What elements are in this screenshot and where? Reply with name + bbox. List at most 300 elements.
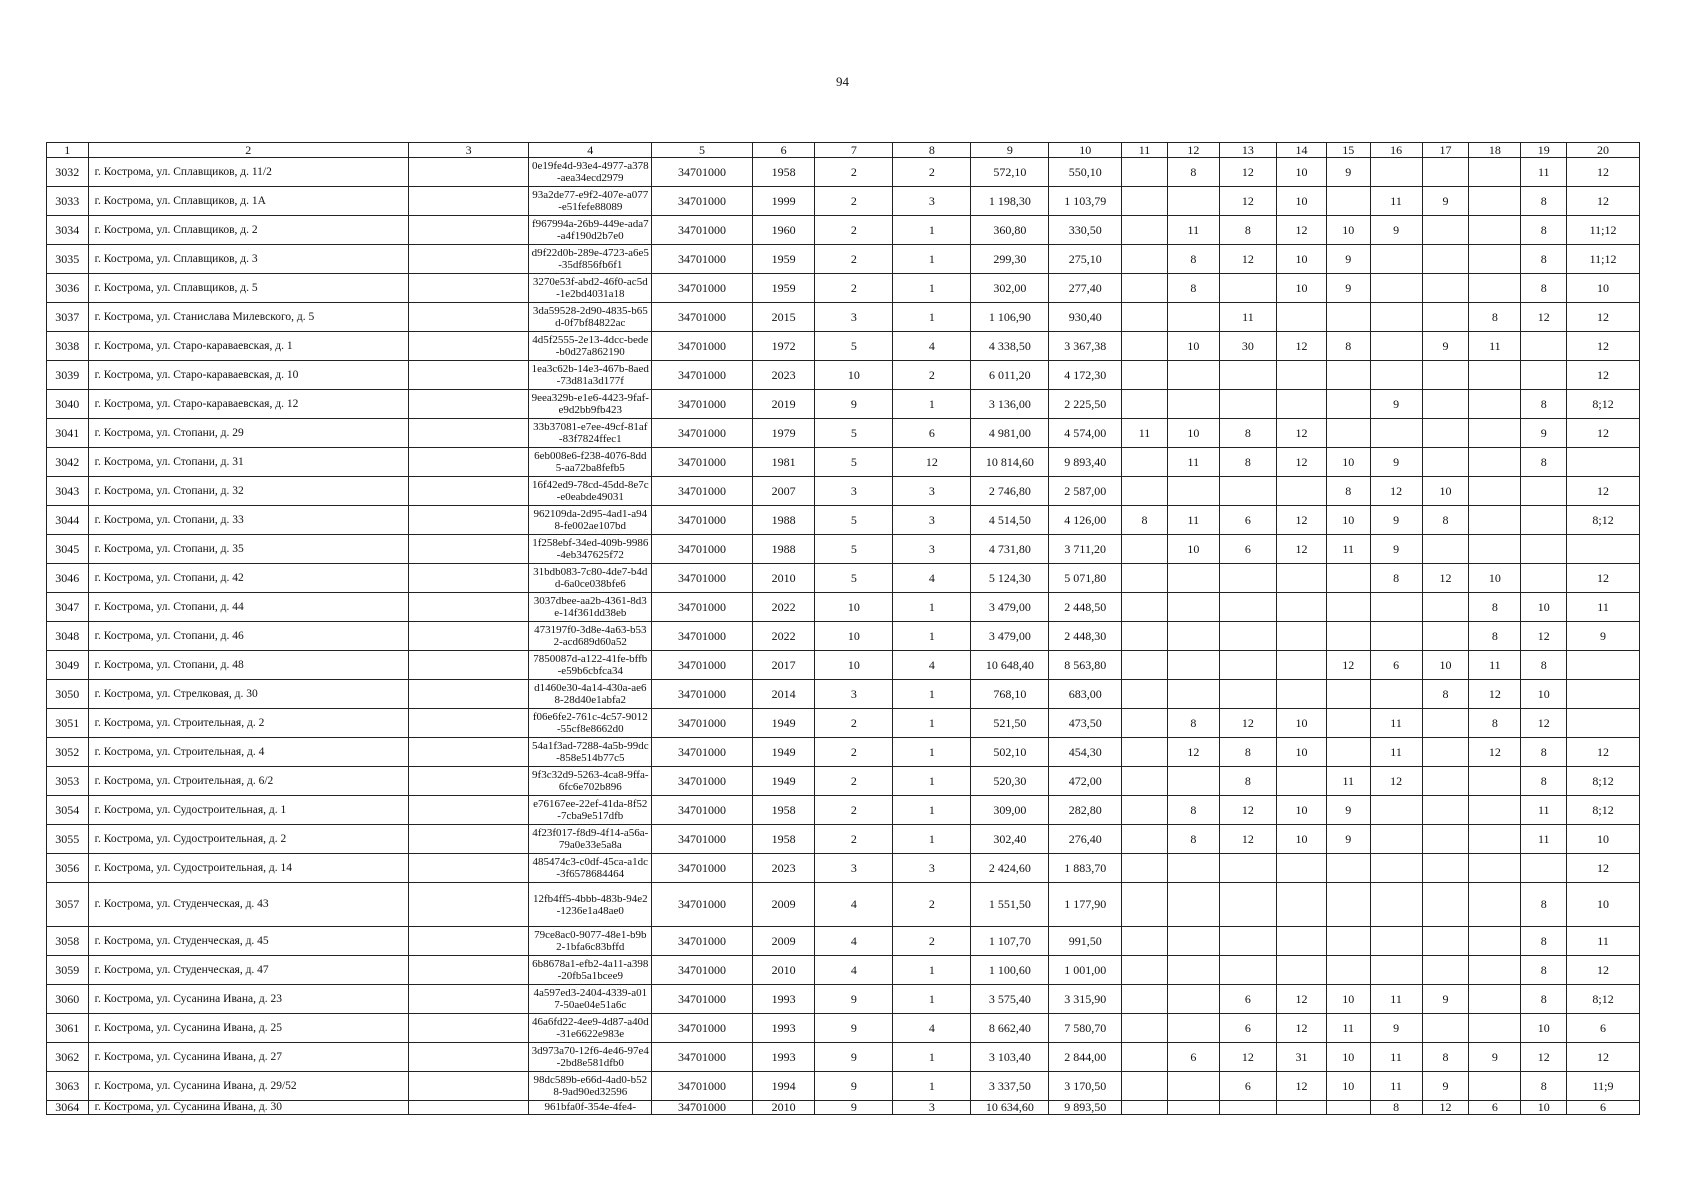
repair-year-col-17-cell bbox=[1422, 796, 1469, 825]
floors-cell: 10 bbox=[815, 361, 893, 390]
repair-year-col-11-cell bbox=[1122, 927, 1168, 956]
repair-year-col-15-cell: 8 bbox=[1326, 477, 1370, 506]
repair-year-col-13-cell: 12 bbox=[1219, 796, 1276, 825]
repair-year-col-18-cell bbox=[1469, 767, 1521, 796]
total-area-cell: 302,00 bbox=[971, 274, 1049, 303]
repair-year-col-11-cell: 11 bbox=[1122, 419, 1168, 448]
build-year-cell: 1988 bbox=[752, 535, 814, 564]
entrances-cell: 1 bbox=[893, 216, 971, 245]
entrances-cell: 1 bbox=[893, 796, 971, 825]
house-guid-cell: 6b8678a1-efb2-4a11-a398-20fb5a1bcee9 bbox=[529, 956, 652, 985]
repair-year-col-19-cell: 8 bbox=[1521, 651, 1567, 680]
table-row bbox=[47, 927, 1640, 956]
address-cell: г. Кострома, ул. Сусанина Ивана, д. 23 bbox=[88, 985, 408, 1014]
total-area-cell: 1 107,70 bbox=[971, 927, 1049, 956]
floors-cell: 2 bbox=[815, 216, 893, 245]
total-area-cell: 5 124,30 bbox=[971, 564, 1049, 593]
column-header-13: 13 bbox=[1219, 143, 1276, 158]
table-row bbox=[47, 593, 1640, 622]
repair-year-col-13-cell: 8 bbox=[1219, 448, 1276, 477]
register-sheet bbox=[46, 142, 1640, 1115]
repair-year-col-20-cell bbox=[1567, 680, 1640, 709]
repair-year-col-15-cell bbox=[1326, 709, 1370, 738]
address-cell: г. Кострома, ул. Сплавщиков, д. 5 bbox=[88, 274, 408, 303]
house-guid-cell: 962109da-2d95-4ad1-a948-fe002ae107bd bbox=[529, 506, 652, 535]
repair-year-col-15-cell: 11 bbox=[1326, 1014, 1370, 1043]
build-year-cell: 2023 bbox=[752, 361, 814, 390]
repair-year-col-14-cell: 12 bbox=[1277, 535, 1327, 564]
total-area-cell: 6 011,20 bbox=[971, 361, 1049, 390]
repair-year-col-12-cell bbox=[1167, 927, 1219, 956]
floors-cell: 2 bbox=[815, 158, 893, 187]
repair-year-col-12-cell bbox=[1167, 477, 1219, 506]
repair-year-col-20-cell: 8;12 bbox=[1567, 796, 1640, 825]
repair-year-col-16-cell: 11 bbox=[1370, 738, 1422, 767]
repair-year-col-20-cell: 12 bbox=[1567, 1043, 1640, 1072]
build-year-cell: 1959 bbox=[752, 245, 814, 274]
col-3-cell bbox=[408, 1101, 529, 1115]
row-number-cell: 3042 bbox=[47, 448, 89, 477]
entrances-cell: 1 bbox=[893, 390, 971, 419]
floors-cell: 2 bbox=[815, 767, 893, 796]
column-header-10: 10 bbox=[1049, 143, 1122, 158]
repair-year-col-13-cell: 11 bbox=[1219, 303, 1276, 332]
entrances-cell: 4 bbox=[893, 651, 971, 680]
table-row bbox=[47, 245, 1640, 274]
address-cell: г. Кострома, ул. Строительная, д. 6/2 bbox=[88, 767, 408, 796]
house-guid-cell: 3270e53f-abd2-46f0-ac5d-1e2bd4031a18 bbox=[529, 274, 652, 303]
total-area-cell: 1 198,30 bbox=[971, 187, 1049, 216]
build-year-cell: 2009 bbox=[752, 927, 814, 956]
house-guid-cell: 1f258ebf-34ed-409b-9986-4eb347625f72 bbox=[529, 535, 652, 564]
col-3-cell bbox=[408, 564, 529, 593]
total-area-cell: 10 814,60 bbox=[971, 448, 1049, 477]
living-area-cell: 282,80 bbox=[1049, 796, 1122, 825]
entrances-cell: 1 bbox=[893, 709, 971, 738]
repair-year-col-17-cell: 8 bbox=[1422, 506, 1469, 535]
entrances-cell: 1 bbox=[893, 985, 971, 1014]
build-year-cell: 2009 bbox=[752, 883, 814, 927]
total-area-cell: 360,80 bbox=[971, 216, 1049, 245]
entrances-cell: 6 bbox=[893, 419, 971, 448]
repair-year-col-15-cell bbox=[1326, 956, 1370, 985]
floors-cell: 3 bbox=[815, 680, 893, 709]
address-cell: г. Кострома, ул. Стопани, д. 33 bbox=[88, 506, 408, 535]
living-area-cell: 2 587,00 bbox=[1049, 477, 1122, 506]
row-number-cell: 3032 bbox=[47, 158, 89, 187]
build-year-cell: 2017 bbox=[752, 651, 814, 680]
repair-year-col-16-cell bbox=[1370, 332, 1422, 361]
repair-year-col-13-cell bbox=[1219, 477, 1276, 506]
repair-year-col-17-cell bbox=[1422, 158, 1469, 187]
address-cell: г. Кострома, ул. Стопани, д. 46 bbox=[88, 622, 408, 651]
repair-year-col-14-cell: 10 bbox=[1277, 245, 1327, 274]
living-area-cell: 2 448,30 bbox=[1049, 622, 1122, 651]
floors-cell: 3 bbox=[815, 303, 893, 332]
living-area-cell: 7 580,70 bbox=[1049, 1014, 1122, 1043]
repair-year-col-11-cell bbox=[1122, 245, 1168, 274]
address-cell: г. Кострома, ул. Старо-караваевская, д. 10 bbox=[88, 361, 408, 390]
column-header-9: 9 bbox=[971, 143, 1049, 158]
repair-year-col-17-cell bbox=[1422, 216, 1469, 245]
repair-year-col-20-cell: 12 bbox=[1567, 361, 1640, 390]
house-guid-cell: 79ce8ac0-9077-48e1-b9b2-1bfa6c83bffd bbox=[529, 927, 652, 956]
table-row bbox=[47, 158, 1640, 187]
row-number-cell: 3056 bbox=[47, 854, 89, 883]
address-cell: г. Кострома, ул. Сплавщиков, д. 2 bbox=[88, 216, 408, 245]
build-year-cell: 1949 bbox=[752, 767, 814, 796]
repair-year-col-13-cell: 12 bbox=[1219, 158, 1276, 187]
repair-year-col-18-cell bbox=[1469, 245, 1521, 274]
table-row bbox=[47, 622, 1640, 651]
repair-year-col-14-cell: 31 bbox=[1277, 1043, 1327, 1072]
house-guid-cell: 98dc589b-e66d-4ad0-b528-9ad90ed32596 bbox=[529, 1072, 652, 1101]
repair-year-col-14-cell: 12 bbox=[1277, 985, 1327, 1014]
row-number-cell: 3053 bbox=[47, 767, 89, 796]
repair-year-col-14-cell: 12 bbox=[1277, 1014, 1327, 1043]
table-row bbox=[47, 1101, 1640, 1115]
row-number-cell: 3033 bbox=[47, 187, 89, 216]
repair-year-col-14-cell: 10 bbox=[1277, 709, 1327, 738]
column-header-11: 11 bbox=[1122, 143, 1168, 158]
build-year-cell: 1979 bbox=[752, 419, 814, 448]
repair-year-col-18-cell bbox=[1469, 361, 1521, 390]
house-guid-cell: 1ea3c62b-14e3-467b-8aed-73d81a3d177f bbox=[529, 361, 652, 390]
oktmo-code-cell: 34701000 bbox=[652, 738, 753, 767]
address-cell: г. Кострома, ул. Стрелковая, д. 30 bbox=[88, 680, 408, 709]
repair-year-col-18-cell: 8 bbox=[1469, 709, 1521, 738]
repair-year-col-20-cell: 11 bbox=[1567, 593, 1640, 622]
house-guid-cell: 4d5f2555-2e13-4dcc-bede-b0d27a862190 bbox=[529, 332, 652, 361]
build-year-cell: 2019 bbox=[752, 390, 814, 419]
repair-year-col-15-cell bbox=[1326, 854, 1370, 883]
repair-year-col-16-cell: 9 bbox=[1370, 216, 1422, 245]
col-3-cell bbox=[408, 477, 529, 506]
entrances-cell: 1 bbox=[893, 825, 971, 854]
column-number-row bbox=[47, 143, 1640, 158]
repair-year-col-13-cell: 6 bbox=[1219, 1014, 1276, 1043]
address-cell: г. Кострома, ул. Сплавщиков, д. 1А bbox=[88, 187, 408, 216]
living-area-cell: 3 170,50 bbox=[1049, 1072, 1122, 1101]
repair-year-col-11-cell bbox=[1122, 390, 1168, 419]
repair-year-col-19-cell bbox=[1521, 564, 1567, 593]
address-cell: г. Кострома, ул. Студенческая, д. 45 bbox=[88, 927, 408, 956]
col-3-cell bbox=[408, 651, 529, 680]
table-row bbox=[47, 274, 1640, 303]
repair-year-col-20-cell: 12 bbox=[1567, 854, 1640, 883]
address-cell: г. Кострома, ул. Студенческая, д. 43 bbox=[88, 883, 408, 927]
total-area-cell: 3 136,00 bbox=[971, 390, 1049, 419]
repair-year-col-12-cell: 11 bbox=[1167, 448, 1219, 477]
build-year-cell: 1988 bbox=[752, 506, 814, 535]
repair-year-col-11-cell bbox=[1122, 985, 1168, 1014]
column-header-6: 6 bbox=[752, 143, 814, 158]
entrances-cell: 3 bbox=[893, 187, 971, 216]
row-number-cell: 3036 bbox=[47, 274, 89, 303]
col-3-cell bbox=[408, 825, 529, 854]
oktmo-code-cell: 34701000 bbox=[652, 927, 753, 956]
repair-year-col-15-cell: 10 bbox=[1326, 1072, 1370, 1101]
column-header-15: 15 bbox=[1326, 143, 1370, 158]
row-number-cell: 3041 bbox=[47, 419, 89, 448]
repair-year-col-20-cell bbox=[1567, 535, 1640, 564]
oktmo-code-cell: 34701000 bbox=[652, 535, 753, 564]
repair-year-col-20-cell: 9 bbox=[1567, 622, 1640, 651]
oktmo-code-cell: 34701000 bbox=[652, 767, 753, 796]
repair-year-col-11-cell bbox=[1122, 738, 1168, 767]
repair-year-col-11-cell bbox=[1122, 825, 1168, 854]
repair-year-col-17-cell bbox=[1422, 767, 1469, 796]
column-header-17: 17 bbox=[1422, 143, 1469, 158]
repair-year-col-19-cell: 12 bbox=[1521, 622, 1567, 651]
living-area-cell: 276,40 bbox=[1049, 825, 1122, 854]
repair-year-col-17-cell: 12 bbox=[1422, 1101, 1469, 1115]
oktmo-code-cell: 34701000 bbox=[652, 390, 753, 419]
repair-year-col-16-cell bbox=[1370, 593, 1422, 622]
total-area-cell: 4 981,00 bbox=[971, 419, 1049, 448]
repair-year-col-13-cell: 6 bbox=[1219, 535, 1276, 564]
repair-year-col-12-cell bbox=[1167, 187, 1219, 216]
col-3-cell bbox=[408, 361, 529, 390]
floors-cell: 3 bbox=[815, 477, 893, 506]
repair-year-col-15-cell bbox=[1326, 390, 1370, 419]
row-number-cell: 3063 bbox=[47, 1072, 89, 1101]
house-guid-cell: 31bdb083-7c80-4de7-b4dd-6a0ce038bfe6 bbox=[529, 564, 652, 593]
column-header-4: 4 bbox=[529, 143, 652, 158]
total-area-cell: 1 100,60 bbox=[971, 956, 1049, 985]
repair-year-col-19-cell bbox=[1521, 361, 1567, 390]
repair-year-col-13-cell: 6 bbox=[1219, 985, 1276, 1014]
repair-year-col-12-cell: 8 bbox=[1167, 274, 1219, 303]
address-cell: г. Кострома, ул. Судостроительная, д. 14 bbox=[88, 854, 408, 883]
build-year-cell: 2010 bbox=[752, 1101, 814, 1115]
table-row bbox=[47, 506, 1640, 535]
oktmo-code-cell: 34701000 bbox=[652, 187, 753, 216]
repair-year-col-13-cell: 12 bbox=[1219, 709, 1276, 738]
floors-cell: 4 bbox=[815, 883, 893, 927]
col-3-cell bbox=[408, 448, 529, 477]
repair-year-col-17-cell bbox=[1422, 593, 1469, 622]
repair-year-col-12-cell bbox=[1167, 883, 1219, 927]
repair-year-col-17-cell: 9 bbox=[1422, 187, 1469, 216]
oktmo-code-cell: 34701000 bbox=[652, 1043, 753, 1072]
repair-year-col-14-cell bbox=[1277, 956, 1327, 985]
total-area-cell: 299,30 bbox=[971, 245, 1049, 274]
repair-year-col-16-cell: 9 bbox=[1370, 535, 1422, 564]
page-number: 94 bbox=[836, 74, 849, 89]
table-row bbox=[47, 1043, 1640, 1072]
total-area-cell: 521,50 bbox=[971, 709, 1049, 738]
address-cell: г. Кострома, ул. Сусанина Ивана, д. 27 bbox=[88, 1043, 408, 1072]
repair-year-col-19-cell bbox=[1521, 332, 1567, 361]
repair-year-col-20-cell: 8;12 bbox=[1567, 506, 1640, 535]
living-area-cell: 3 315,90 bbox=[1049, 985, 1122, 1014]
build-year-cell: 1981 bbox=[752, 448, 814, 477]
repair-year-col-14-cell: 10 bbox=[1277, 274, 1327, 303]
total-area-cell: 10 648,40 bbox=[971, 651, 1049, 680]
repair-year-col-19-cell: 10 bbox=[1521, 680, 1567, 709]
column-header-1: 1 bbox=[47, 143, 89, 158]
repair-year-col-19-cell: 8 bbox=[1521, 245, 1567, 274]
repair-year-col-17-cell bbox=[1422, 245, 1469, 274]
repair-year-col-11-cell bbox=[1122, 1014, 1168, 1043]
repair-year-col-12-cell bbox=[1167, 303, 1219, 332]
floors-cell: 9 bbox=[815, 1101, 893, 1115]
repair-year-col-19-cell: 8 bbox=[1521, 883, 1567, 927]
total-area-cell: 309,00 bbox=[971, 796, 1049, 825]
repair-year-col-15-cell: 9 bbox=[1326, 825, 1370, 854]
row-number-cell: 3048 bbox=[47, 622, 89, 651]
repair-year-col-12-cell: 11 bbox=[1167, 506, 1219, 535]
floors-cell: 5 bbox=[815, 564, 893, 593]
repair-year-col-12-cell bbox=[1167, 622, 1219, 651]
house-guid-cell: 9eea329b-e1e6-4423-9faf-e9d2bb9fb423 bbox=[529, 390, 652, 419]
address-cell: г. Кострома, ул. Строительная, д. 2 bbox=[88, 709, 408, 738]
house-guid-cell: 3037dbee-aa2b-4361-8d3e-14f361dd38eb bbox=[529, 593, 652, 622]
repair-year-col-19-cell: 11 bbox=[1521, 825, 1567, 854]
floors-cell: 5 bbox=[815, 535, 893, 564]
row-number-cell: 3035 bbox=[47, 245, 89, 274]
house-guid-cell: 0e19fe4d-93e4-4977-a378-aea34ecd2979 bbox=[529, 158, 652, 187]
repair-year-col-17-cell bbox=[1422, 956, 1469, 985]
repair-year-col-12-cell: 12 bbox=[1167, 738, 1219, 767]
total-area-cell: 3 479,00 bbox=[971, 593, 1049, 622]
house-guid-cell: 3da59528-2d90-4835-b65d-0f7bf84822ac bbox=[529, 303, 652, 332]
repair-year-col-13-cell: 8 bbox=[1219, 767, 1276, 796]
repair-year-col-19-cell: 8 bbox=[1521, 216, 1567, 245]
total-area-cell: 2 746,80 bbox=[971, 477, 1049, 506]
repair-year-col-14-cell: 10 bbox=[1277, 738, 1327, 767]
col-3-cell bbox=[408, 535, 529, 564]
living-area-cell: 330,50 bbox=[1049, 216, 1122, 245]
repair-year-col-19-cell: 10 bbox=[1521, 593, 1567, 622]
address-cell: г. Кострома, ул. Стопани, д. 35 bbox=[88, 535, 408, 564]
oktmo-code-cell: 34701000 bbox=[652, 854, 753, 883]
repair-year-col-20-cell: 12 bbox=[1567, 303, 1640, 332]
row-number-cell: 3043 bbox=[47, 477, 89, 506]
total-area-cell: 3 479,00 bbox=[971, 622, 1049, 651]
repair-year-col-13-cell bbox=[1219, 622, 1276, 651]
repair-year-col-14-cell: 12 bbox=[1277, 216, 1327, 245]
build-year-cell: 2023 bbox=[752, 854, 814, 883]
repair-year-col-19-cell: 8 bbox=[1521, 390, 1567, 419]
total-area-cell: 572,10 bbox=[971, 158, 1049, 187]
table-row bbox=[47, 187, 1640, 216]
repair-year-col-15-cell: 9 bbox=[1326, 245, 1370, 274]
repair-year-col-20-cell: 8;12 bbox=[1567, 767, 1640, 796]
repair-year-col-12-cell bbox=[1167, 767, 1219, 796]
total-area-cell: 3 575,40 bbox=[971, 985, 1049, 1014]
build-year-cell: 1993 bbox=[752, 1014, 814, 1043]
total-area-cell: 4 514,50 bbox=[971, 506, 1049, 535]
floors-cell: 5 bbox=[815, 332, 893, 361]
repair-year-col-19-cell: 12 bbox=[1521, 303, 1567, 332]
repair-year-col-18-cell bbox=[1469, 985, 1521, 1014]
address-cell: г. Кострома, ул. Стопани, д. 31 bbox=[88, 448, 408, 477]
repair-year-col-18-cell bbox=[1469, 956, 1521, 985]
repair-year-col-12-cell: 8 bbox=[1167, 158, 1219, 187]
oktmo-code-cell: 34701000 bbox=[652, 1072, 753, 1101]
floors-cell: 10 bbox=[815, 622, 893, 651]
repair-year-col-20-cell: 11;9 bbox=[1567, 1072, 1640, 1101]
build-year-cell: 1958 bbox=[752, 158, 814, 187]
entrances-cell: 1 bbox=[893, 245, 971, 274]
repair-year-col-17-cell: 9 bbox=[1422, 985, 1469, 1014]
build-year-cell: 2022 bbox=[752, 593, 814, 622]
col-3-cell bbox=[408, 274, 529, 303]
table-row bbox=[47, 535, 1640, 564]
table-row bbox=[47, 390, 1640, 419]
repair-year-col-17-cell bbox=[1422, 1014, 1469, 1043]
house-guid-cell: 6eb008e6-f238-4076-8dd5-aa72ba8fefb5 bbox=[529, 448, 652, 477]
repair-year-col-14-cell bbox=[1277, 854, 1327, 883]
repair-year-col-14-cell bbox=[1277, 303, 1327, 332]
oktmo-code-cell: 34701000 bbox=[652, 883, 753, 927]
repair-year-col-11-cell bbox=[1122, 332, 1168, 361]
oktmo-code-cell: 34701000 bbox=[652, 419, 753, 448]
table-row bbox=[47, 477, 1640, 506]
build-year-cell: 1972 bbox=[752, 332, 814, 361]
repair-year-col-11-cell bbox=[1122, 1043, 1168, 1072]
living-area-cell: 4 126,00 bbox=[1049, 506, 1122, 535]
house-guid-cell: 4a597ed3-2404-4339-a017-50ae04e51a6c bbox=[529, 985, 652, 1014]
living-area-cell: 473,50 bbox=[1049, 709, 1122, 738]
repair-year-col-11-cell bbox=[1122, 361, 1168, 390]
repair-year-col-12-cell bbox=[1167, 1072, 1219, 1101]
repair-year-col-17-cell bbox=[1422, 448, 1469, 477]
repair-year-col-15-cell bbox=[1326, 593, 1370, 622]
total-area-cell: 8 662,40 bbox=[971, 1014, 1049, 1043]
oktmo-code-cell: 34701000 bbox=[652, 593, 753, 622]
row-number-cell: 3047 bbox=[47, 593, 89, 622]
repair-year-col-18-cell bbox=[1469, 796, 1521, 825]
house-guid-cell: 4f23f017-f8d9-4f14-a56a-79a0e33e5a8a bbox=[529, 825, 652, 854]
repair-year-col-15-cell bbox=[1326, 622, 1370, 651]
repair-year-col-18-cell: 6 bbox=[1469, 1101, 1521, 1115]
repair-year-col-17-cell: 9 bbox=[1422, 1072, 1469, 1101]
repair-year-col-18-cell bbox=[1469, 274, 1521, 303]
repair-year-col-19-cell: 12 bbox=[1521, 1043, 1567, 1072]
living-area-cell: 930,40 bbox=[1049, 303, 1122, 332]
column-header-16: 16 bbox=[1370, 143, 1422, 158]
repair-year-col-20-cell: 12 bbox=[1567, 419, 1640, 448]
repair-year-col-14-cell bbox=[1277, 767, 1327, 796]
repair-year-col-12-cell: 8 bbox=[1167, 245, 1219, 274]
repair-year-col-15-cell bbox=[1326, 680, 1370, 709]
repair-year-col-12-cell bbox=[1167, 564, 1219, 593]
house-guid-cell: 7850087d-a122-41fe-bffb-e59b6cbfca34 bbox=[529, 651, 652, 680]
repair-year-col-11-cell bbox=[1122, 854, 1168, 883]
repair-year-col-11-cell bbox=[1122, 651, 1168, 680]
repair-year-col-15-cell bbox=[1326, 1101, 1370, 1115]
oktmo-code-cell: 34701000 bbox=[652, 796, 753, 825]
entrances-cell: 4 bbox=[893, 1014, 971, 1043]
repair-year-col-18-cell: 11 bbox=[1469, 651, 1521, 680]
repair-year-col-19-cell: 8 bbox=[1521, 956, 1567, 985]
row-number-cell: 3052 bbox=[47, 738, 89, 767]
living-area-cell: 3 711,20 bbox=[1049, 535, 1122, 564]
table-row bbox=[47, 361, 1640, 390]
repair-year-col-18-cell bbox=[1469, 390, 1521, 419]
table-row bbox=[47, 883, 1640, 927]
entrances-cell: 1 bbox=[893, 956, 971, 985]
repair-year-col-17-cell bbox=[1422, 390, 1469, 419]
repair-year-col-17-cell: 12 bbox=[1422, 564, 1469, 593]
repair-year-col-18-cell: 8 bbox=[1469, 593, 1521, 622]
repair-year-col-15-cell: 11 bbox=[1326, 767, 1370, 796]
build-year-cell: 1949 bbox=[752, 709, 814, 738]
build-year-cell: 2022 bbox=[752, 622, 814, 651]
